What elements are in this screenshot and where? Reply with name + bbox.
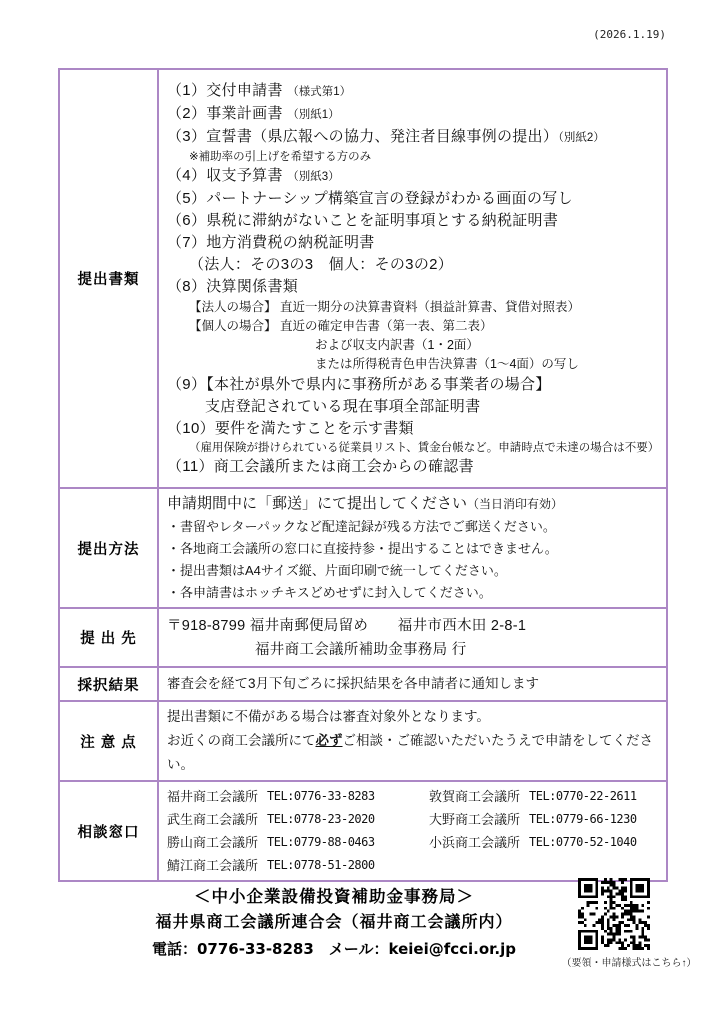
line-note: （当日消印有効）: [467, 497, 564, 511]
emphasized-text: 必ず: [315, 733, 343, 748]
line-text: お近くの商工会議所にて: [167, 733, 316, 748]
contact-entry: [167, 785, 429, 808]
row-label-documents: 提出書類: [59, 69, 158, 488]
line-note: （様式第1）: [287, 85, 352, 98]
row-label-address: 提 出 先: [59, 608, 158, 667]
line-text: （4）収支予算書: [167, 166, 288, 184]
line-text: （3）宣誓書（県広報への協力、発注者目線事例の提出）: [167, 127, 559, 145]
contact-entry: [167, 831, 429, 854]
office-name: 福井商工会議所: [167, 789, 259, 804]
line-text: （6）県税に滞納がないことを証明事項とする納税証明書: [167, 211, 559, 229]
contact-entry: [429, 808, 637, 831]
table-row-result: [59, 667, 667, 701]
line-text: 申請期間中に「郵送」にて提出してください: [167, 495, 468, 512]
line-text: ※補助率の引上げを希望する方のみ: [189, 150, 372, 163]
office-name: 小浜商工会議所: [429, 835, 521, 850]
document-line: [167, 254, 658, 276]
result-cell: [158, 667, 667, 701]
notes-line2: [167, 729, 658, 777]
document-line: [167, 374, 658, 396]
line-text: （雇用保険が掛けられている従業員リスト、賃金台帳など。申請時点で未達の場合は不要）: [189, 441, 660, 454]
document-line: [167, 456, 658, 478]
method-bullet: ・各申請書はホッチキスどめせずに封入してください。: [167, 585, 492, 600]
line-text: （5）パートナーシップ構築宣言の登録がわかる画面の写し: [167, 189, 573, 207]
row-label-contact: 相談窓口: [59, 781, 158, 881]
line-note: （別紙3）: [287, 170, 340, 183]
qr-code: [578, 878, 650, 950]
footer-organization: 福井県商工会議所連合会（福井商工会議所内）: [155, 914, 513, 931]
row-label-result: 採択結果: [59, 667, 158, 701]
document-line: [167, 336, 658, 355]
notes-cell: [158, 701, 667, 781]
method-bullet: ・各地商工会議所の窓口に直接持参・提出することはできません。: [167, 541, 558, 556]
notes-line1: 提出書類に不備がある場合は審査対象外となります。: [167, 709, 490, 724]
address-cell: [158, 608, 667, 667]
line-text: （2）事業計画書: [167, 104, 288, 122]
office-name: 鯖江商工会議所: [167, 858, 259, 873]
line-text: ご相談・ご確認いただいたうえで申請をしてください。: [167, 733, 653, 772]
document-line-note: [167, 149, 658, 165]
contact-entry: [429, 831, 637, 854]
line-text: および収支内訳書（1・2面）: [315, 337, 479, 352]
line-text: （9）【本社が県外で県内に事務所がある事業者の場合】: [167, 375, 551, 393]
document-line: [167, 80, 658, 103]
document-line: [167, 188, 658, 210]
table-row-method: [59, 488, 667, 608]
office-tel: TEL:0776-33-8283: [267, 789, 375, 803]
qr-caption: （要領・申請様式はこちら↑）: [561, 958, 697, 969]
office-tel: TEL:0779-66-1230: [529, 812, 637, 826]
document-line: [167, 418, 658, 440]
line-text: または所得税青色申告決算書（1～4面）の写し: [315, 356, 579, 371]
footer-office-block: [58, 884, 610, 962]
documents-cell: [158, 69, 667, 488]
result-text: 審査会を経て3月下旬ごろに採択結果を各申請者に通知します: [167, 676, 540, 691]
office-tel: TEL:0770-22-2611: [529, 789, 637, 803]
method-bullet: ・書留やレターパックなど配達記録が残る方法でご郵送ください。: [167, 519, 556, 534]
document-line: [167, 103, 658, 126]
line-text: 【法人の場合】 直近一期分の決算書資料（損益計算書、貸借対照表）: [189, 299, 580, 314]
method-heading: [167, 492, 658, 516]
office-tel: TEL:0779-88-0463: [267, 835, 375, 849]
document-line: [167, 232, 658, 254]
row-label-notes: 注 意 点: [59, 701, 158, 781]
office-tel: TEL:0770-52-1040: [529, 835, 637, 849]
table-row-notes: [59, 701, 667, 781]
contact-entry: [167, 808, 429, 831]
office-name: 大野商工会議所: [429, 812, 521, 827]
office-tel: TEL:0778-51-2800: [267, 858, 375, 872]
document-line: [167, 317, 658, 336]
mailing-address-line1: 〒918-8799 福井南郵便局留め 福井市西木田 2-8-1: [167, 617, 527, 634]
document-line-note: [167, 440, 658, 456]
document-date: (2026.1.19): [593, 28, 666, 41]
document-line: [167, 165, 658, 188]
line-text: （10）要件を満たすことを示す書類: [167, 419, 414, 437]
line-text: （11）商工会議所または商工会からの確認書: [167, 457, 474, 475]
line-text: 【個人の場合】 直近の確定申告書（第一表、第二表）: [189, 318, 493, 333]
contact-entry: [429, 785, 637, 808]
contact-cell: [158, 781, 667, 881]
document-line: [167, 396, 658, 418]
table-row-contact: [59, 781, 667, 881]
row-label-method: 提出方法: [59, 488, 158, 608]
office-name: 勝山商工会議所: [167, 835, 259, 850]
line-text: （8）決算関係書類: [167, 277, 299, 295]
contact-columns: [167, 785, 658, 877]
office-name: 武生商工会議所: [167, 812, 259, 827]
document-line: [167, 126, 658, 149]
document-line: [167, 298, 658, 317]
line-note: （別紙1）: [287, 108, 340, 121]
line-text: （1）交付申請書: [167, 81, 288, 99]
line-text: （法人：その3の3 個人：その3の2）: [189, 255, 454, 273]
mailing-address-line2: 福井商工会議所補助金事務局 行: [255, 641, 467, 658]
document-line: [167, 210, 658, 232]
contact-column-left: [167, 785, 429, 877]
method-bullet: ・提出書類はA4サイズ縦、片面印刷で統一してください。: [167, 563, 507, 578]
footer-contact-line: 電話：0776-33-8283 メール：keiei@fcci.or.jp: [151, 940, 516, 958]
line-text: 支店登記されている現在事項全部証明書: [205, 397, 481, 415]
contact-column-right: [429, 785, 637, 877]
document-line: [167, 276, 658, 298]
table-row-documents: [59, 69, 667, 488]
line-text: （7）地方消費税の納税証明書: [167, 233, 375, 251]
document-line: [167, 355, 658, 374]
info-table: [58, 68, 668, 882]
line-note: （別紙2）: [558, 131, 605, 144]
contact-entry: [167, 854, 429, 877]
office-tel: TEL:0778-23-2020: [267, 812, 375, 826]
footer-title: ＜中小企業設備投資補助金事務局＞: [194, 888, 474, 906]
office-name: 敦賀商工会議所: [429, 789, 521, 804]
table-row-address: [59, 608, 667, 667]
method-cell: [158, 488, 667, 608]
